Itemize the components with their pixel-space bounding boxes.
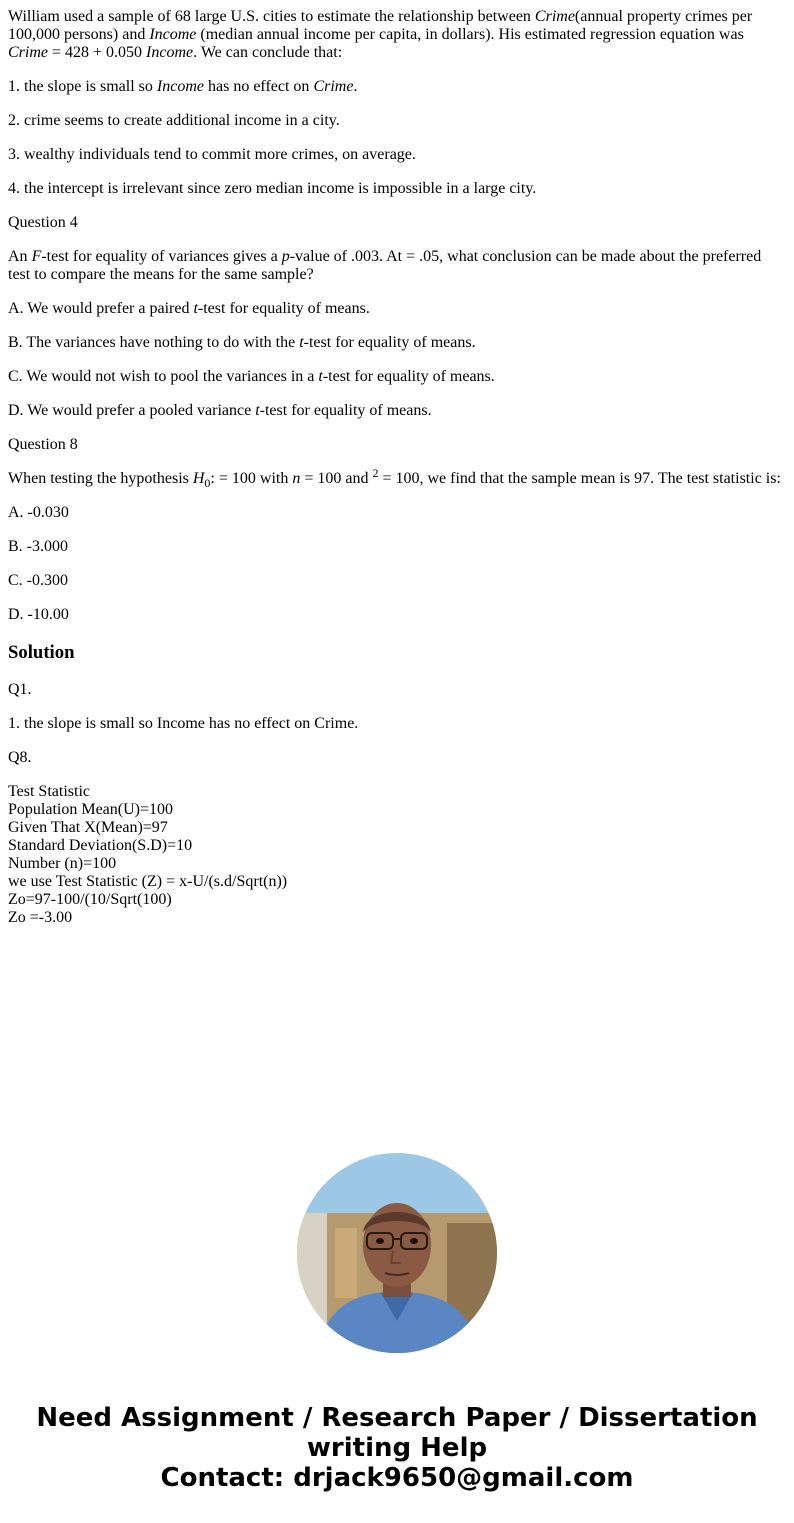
question-8-heading: Question 8	[8, 436, 78, 453]
tutor-avatar	[297, 1153, 497, 1353]
solution-line: Number (n)=100	[8, 855, 117, 872]
solution-line: Standard Deviation(S.D)=10	[8, 837, 193, 854]
question-1-option-2: 2. crime seems to create additional income in a city.	[8, 112, 340, 129]
solution-heading: Solution	[8, 642, 75, 663]
question-8-option-a: A. -0.030	[8, 504, 69, 521]
question-1-option-4: 4. the intercept is irrelevant since zero median income is impossible in a large city.	[8, 180, 537, 197]
solution-line: Given That X(Mean)=97	[8, 819, 168, 836]
question-1-option-3: 3. wealthy individuals tend to commit more crimes, on average.	[8, 146, 416, 163]
promo-line-2: writing Help	[306, 1433, 488, 1463]
question-4-option-a: A. We would prefer a paired t-test for equality of means.	[8, 300, 370, 317]
question-8-option-c: C. -0.300	[8, 572, 68, 589]
solution-q8-label: Q8.	[8, 749, 32, 766]
question-8-option-b: B. -3.000	[8, 538, 68, 555]
promo-footer	[0, 1403, 794, 1493]
question-8-text: When testing the hypothesis $H_0$: = 100 with n = 100 and $^2$ = 100, we find that the sample mean is 97. The test statistic is:	[8, 466, 781, 490]
solution-q8-work	[8, 783, 786, 927]
question-4-text: An F-test for equality of variances gives a p-value of .003. At = .05, what conclusion can be made about the preferred test to compare the means for the same sample?	[8, 248, 762, 283]
solution-q1-answer: 1. the slope is small so Income has no effect on Crime.	[8, 715, 359, 732]
solution-line: Population Mean(U)=100	[8, 801, 173, 818]
document-body	[8, 8, 786, 927]
question-1-option-1: 1. the slope is small so Income has no effect on Crime.	[8, 78, 358, 95]
solution-q1-label: Q1.	[8, 681, 32, 698]
promo-line-1: Need Assignment / Research Paper / Dissertation	[36, 1403, 758, 1433]
question-4-option-b: B. The variances have nothing to do with the t-test for equality of means.	[8, 334, 476, 351]
tutor-photo	[297, 1153, 497, 1353]
solution-line: Zo=97-100/(10/Sqrt(100)	[8, 891, 172, 908]
question-1-text: William used a sample of 68 large U.S. cities to estimate the relationship between Crime(annual property crimes per 100,000 persons) and Income (median annual income per capita, in dollars). His estimated regression equation was Crime = 428 + 0.050 Income. We can conclude that:	[8, 8, 753, 61]
solution-line: Test Statistic	[8, 783, 90, 800]
question-4-heading: Question 4	[8, 214, 78, 231]
solution-line: we use Test Statistic (Z) = x-U/(s.d/Sqrt(n))	[8, 873, 288, 890]
promo-contact: Contact: drjack9650@gmail.com	[160, 1463, 634, 1493]
question-8-option-d: D. -10.00	[8, 606, 69, 623]
solution-line: Zo =-3.00	[8, 909, 73, 926]
question-4-option-d: D. We would prefer a pooled variance t-test for equality of means.	[8, 402, 432, 419]
question-4-option-c: C. We would not wish to pool the variances in a t-test for equality of means.	[8, 368, 495, 385]
